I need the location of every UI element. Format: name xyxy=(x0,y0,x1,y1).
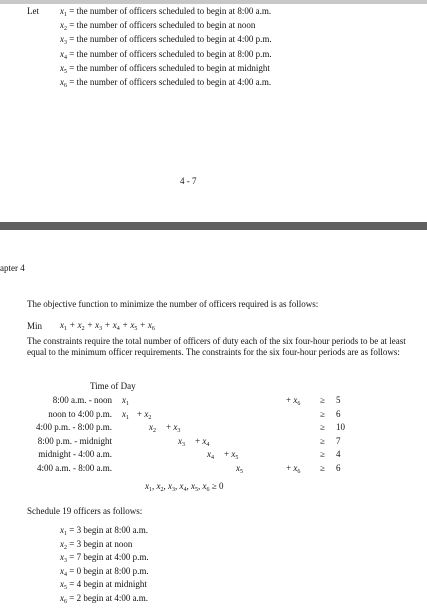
constraint-relation: ≥ xyxy=(320,395,325,405)
definition-line: $x_5$ = the number of officers scheduled to begin at midnight xyxy=(60,62,270,75)
constraint-time: noon to 4:00 p.m. xyxy=(48,408,112,419)
constraint-term: + $x_3$ xyxy=(166,422,181,435)
definition-line: $x_2$ = the number of officers scheduled to begin at noon xyxy=(60,20,256,33)
schedule-line: $x_2 = 3$ begin at noon xyxy=(60,538,133,551)
schedule-line: $x_1 = 3$ begin at 8:00 a.m. xyxy=(60,525,149,537)
constraint-time: 4:00 p.m. - 8:00 p.m. xyxy=(36,422,112,433)
constraint-rhs: 10 xyxy=(336,422,345,433)
constraint-term: + $x_6$ xyxy=(286,463,301,475)
constraint-relation: ≥ xyxy=(320,422,325,433)
constraint-rhs: 6 xyxy=(336,463,341,473)
constraint-relation: ≥ xyxy=(320,408,325,419)
schedule-line: $x_6 = 2$ begin at 4:00 a.m. xyxy=(60,593,149,605)
schedule-line: $x_3 = 7$ begin at 4:00 p.m. xyxy=(60,552,149,565)
chapter-label: apter 4 xyxy=(0,263,25,273)
constraint-relation: ≥ xyxy=(320,463,325,473)
schedule-line: $x_5 = 4$ begin at midnight xyxy=(60,579,147,592)
constraint-term: $x_1$ xyxy=(122,408,129,421)
constraint-relation: ≥ xyxy=(320,449,325,460)
let-label: Let xyxy=(27,6,39,16)
objective-expression: $x_1 + x_2 + x_3 + x_4 + x_5 + x_6$ xyxy=(60,320,155,332)
top-rule xyxy=(0,0,427,4)
constraint-term: $x_5$ xyxy=(236,463,243,475)
constraint-term: + $x_4$ xyxy=(195,435,210,448)
constraint-term: + $x_2$ xyxy=(137,408,152,421)
min-label: Min xyxy=(27,321,43,331)
constraint-time: 8:00 p.m. - midnight xyxy=(37,435,112,446)
constraint-term: + $x_6$ xyxy=(286,395,301,407)
definition-line: $x_4$ = the number of officers scheduled to begin at 8:00 p.m. xyxy=(60,48,272,61)
constraint-rhs: 5 xyxy=(336,395,341,405)
definition-line: $x_6$ = the number of officers scheduled to begin at 4:00 a.m. xyxy=(60,77,272,89)
constraint-term: $x_2$ xyxy=(149,422,156,435)
constraint-rhs: 6 xyxy=(336,408,341,419)
constraint-relation: ≥ xyxy=(320,435,325,446)
constraint-time: 8:00 a.m. - noon xyxy=(52,395,112,405)
constraint-term: $x_3$ xyxy=(178,435,185,448)
constraint-term: $x_4$ xyxy=(207,449,214,462)
table-header: Time of Day xyxy=(90,381,136,391)
schedule-intro: Schedule 19 officers as follows: xyxy=(27,506,143,516)
nonnegativity: $x_1$, $x_2$, $x_3$, $x_4$, $x_5$, $x_6 \ge 0$ xyxy=(145,481,224,493)
schedule-line: $x_4 = 0$ begin at 8:00 p.m. xyxy=(60,565,149,578)
definition-line: $x_1$ = the number of officers scheduled to begin at 8:00 a.m. xyxy=(60,6,272,18)
constraint-term: $x_1$ xyxy=(122,395,129,407)
constraint-rhs: 7 xyxy=(336,435,341,446)
constraints-intro: The constraints require the total number of officers of duty each of the six four-hour periods to be at least equal to the minimum officer requirements. The constraints for the six four-hour periods are as follows: xyxy=(27,336,406,357)
page-separator xyxy=(0,222,427,230)
constraint-time: 4:00 a.m. - 8:00 a.m. xyxy=(37,463,112,473)
page-number: 4 - 7 xyxy=(180,176,197,186)
objective-intro: The objective function to minimize the number of officers required is as follows: xyxy=(27,299,319,309)
constraint-term: + $x_5$ xyxy=(224,449,239,462)
definition-line: $x_3$ = the number of officers scheduled to begin at 4:00 p.m. xyxy=(60,34,272,47)
constraint-rhs: 4 xyxy=(336,449,341,460)
constraint-time: midnight - 4:00 a.m. xyxy=(38,449,112,460)
